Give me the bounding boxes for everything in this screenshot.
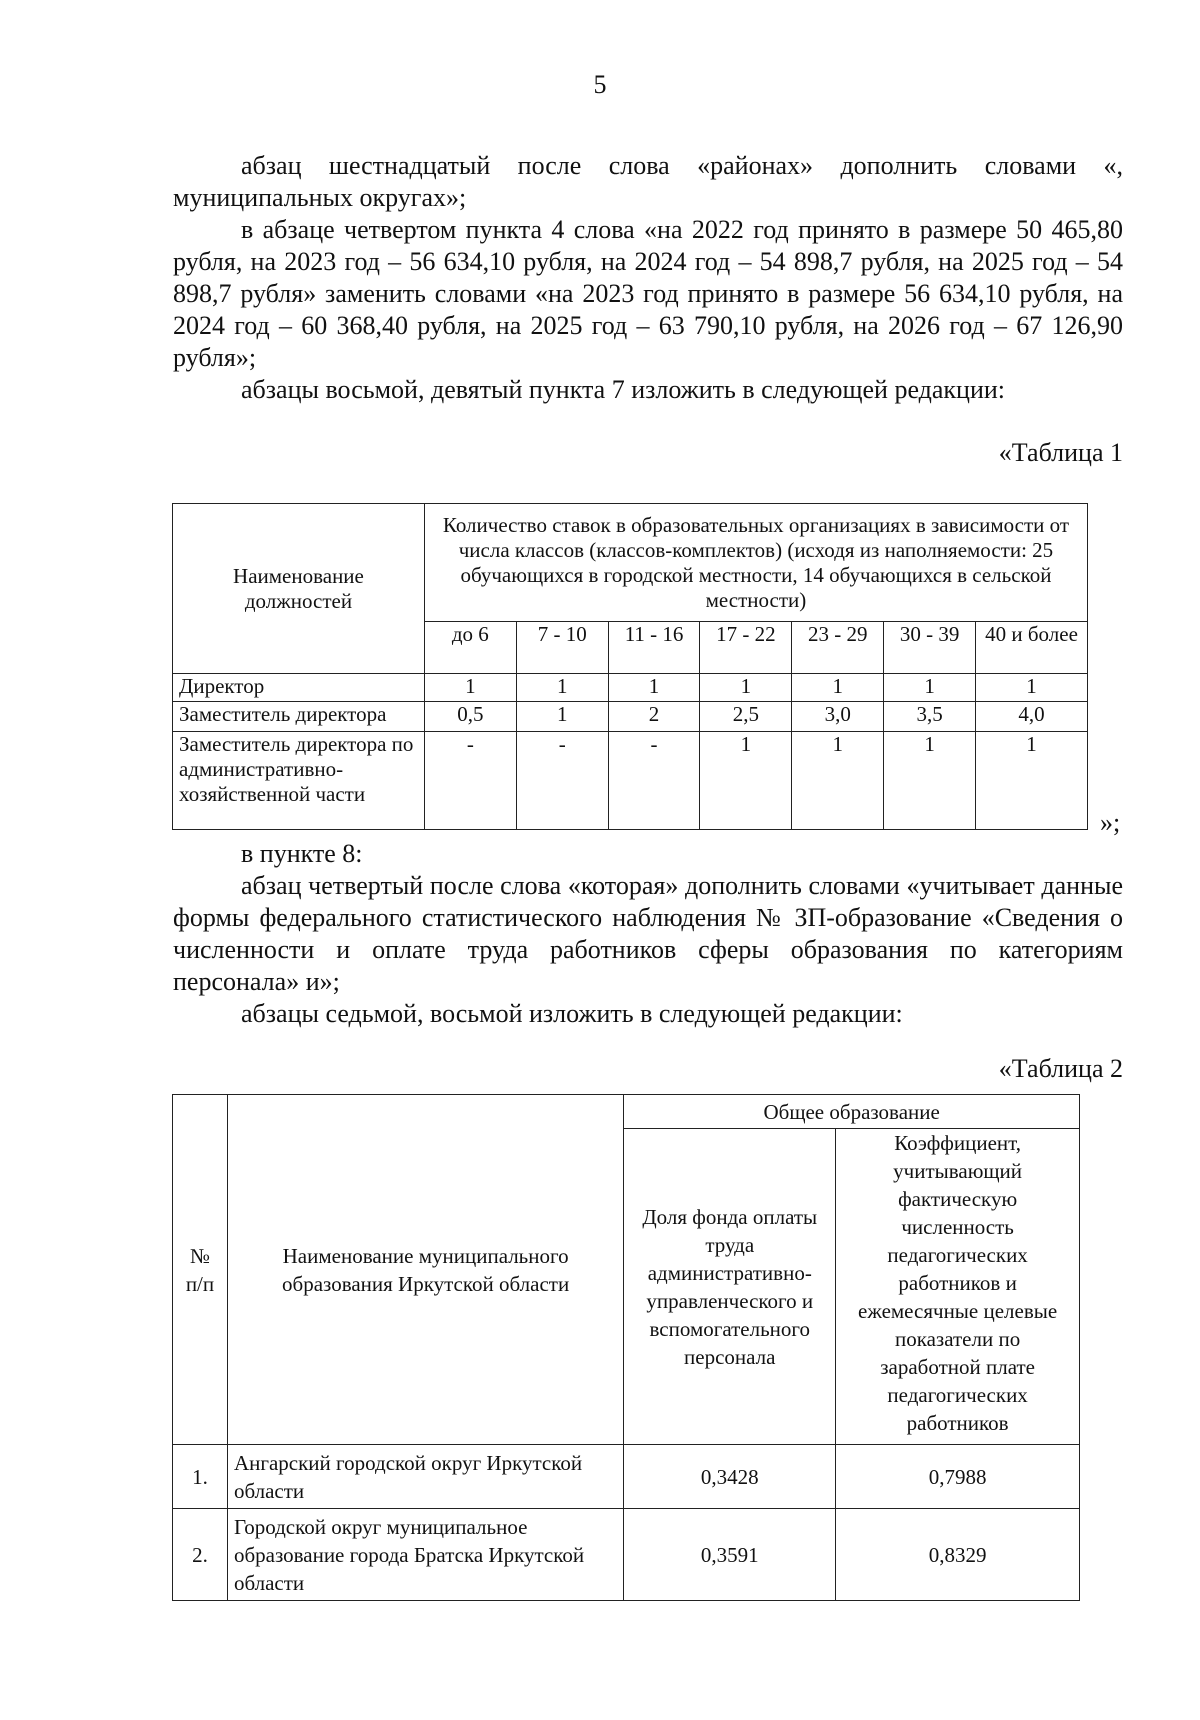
table-row	[173, 1509, 1080, 1601]
table2-row-name: Ангарский городской округ Иркутской области	[227, 1445, 623, 1509]
table1-cell: -	[516, 732, 608, 830]
table2-header-group: Общее образование	[624, 1095, 1080, 1129]
table1-cell: 1	[700, 732, 792, 830]
table2-row-num: 1.	[173, 1445, 228, 1509]
table1-cell: 4,0	[976, 702, 1088, 732]
table2-row-num: 2.	[173, 1509, 228, 1601]
table1-cell: 1	[976, 674, 1088, 702]
point8-paragraphs	[173, 838, 1123, 1030]
table1-col-header: 17 - 22	[700, 622, 792, 674]
table1-col-header: 30 - 39	[884, 622, 976, 674]
table1-col-header: 11 - 16	[608, 622, 700, 674]
table1-row-name: Заместитель директора по административно-хозяйственной части	[173, 732, 425, 830]
table1-cell: 1	[424, 674, 516, 702]
table1-cell: 1	[884, 674, 976, 702]
table-row	[173, 732, 1088, 830]
intro-paragraphs	[173, 150, 1123, 406]
paragraph-6: абзацы седьмой, восьмой изложить в следующей редакции:	[241, 999, 903, 1028]
table1-header-group: Количество ставок в образовательных организациях в зависимости от числа классов (классов-комплектов) (исходя из наполняемости: 25 обучающихся в городской местности, 14 обучающихся в сельской местности)	[424, 504, 1087, 622]
table2-cell: 0,7988	[836, 1445, 1080, 1509]
table1	[172, 503, 1088, 830]
table2-row-name: Городской округ муниципальное образование города Братска Иркутской области	[227, 1509, 623, 1601]
paragraph-4: в пункте 8:	[241, 839, 363, 868]
table1-cell: 3,0	[792, 702, 884, 732]
paragraph-3: абзацы восьмой, девятый пункта 7 изложить в следующей редакции:	[241, 375, 1006, 404]
table1-cell: -	[608, 732, 700, 830]
table2-cell: 0,3591	[624, 1509, 836, 1601]
table1-cell: 0,5	[424, 702, 516, 732]
table1-cell: 2	[608, 702, 700, 732]
table1-cell: 1	[976, 732, 1088, 830]
table1-cell: 3,5	[884, 702, 976, 732]
table1-cell: 2,5	[700, 702, 792, 732]
table-row	[173, 702, 1088, 732]
table2-header-name: Наименование муниципального образования Иркутской области	[227, 1095, 623, 1445]
table1-col-header: до 6	[424, 622, 516, 674]
table1-closing-quote: »;	[1100, 808, 1121, 837]
table1-cell: -	[424, 732, 516, 830]
table2	[172, 1094, 1080, 1601]
table2-header-num: № п/п	[173, 1095, 228, 1445]
table1-col-header: 23 - 29	[792, 622, 884, 674]
table1-cell: 1	[608, 674, 700, 702]
table-row	[173, 674, 1088, 702]
table1-cell: 1	[516, 674, 608, 702]
table1-col-header: 7 - 10	[516, 622, 608, 674]
paragraph-5: абзац четвертый после слова «которая» дополнить словами «учитывает данные формы федерального статистического наблюдения № ЗП-образование «Сведения о численности и оплате труда работников сферы образования по категориям персонала» и»;	[173, 871, 1123, 996]
table1-col-header: 40 и более	[976, 622, 1088, 674]
table1-cell: 1	[792, 732, 884, 830]
table2-cell: 0,3428	[624, 1445, 836, 1509]
table1-cell: 1	[884, 732, 976, 830]
table2-header-col1: Доля фонда оплаты труда административно-управленческого и вспомогательного персонала	[624, 1129, 836, 1445]
paragraph-2: в абзаце четвертом пункта 4 слова «на 2022 год принято в размере 50 465,80 рубля, на 2023 год – 56 634,10 рубля, на 2024 год – 54 898,7 рубля, на 2025 год – 54 898,7 рубля» заменить словами «на 2023 год принято в размере 56 634,10 рубля, на 2024 год – 60 368,40 рубля, на 2025 год – 63 790,10 рубля, на 2026 год – 67 126,90 рубля»;	[173, 215, 1123, 372]
table1-cell: 1	[516, 702, 608, 732]
table1-header-position: Наименование должностей	[173, 504, 425, 674]
table-row	[173, 1445, 1080, 1509]
table1-cell: 1	[792, 674, 884, 702]
table1-label: «Таблица 1	[998, 438, 1123, 467]
table1-cell: 1	[700, 674, 792, 702]
paragraph-1: абзац шестнадцатый после слова «районах» дополнить словами «, муниципальных округах»;	[173, 151, 1123, 212]
table2-label: «Таблица 2	[998, 1054, 1123, 1083]
page-number: 5	[593, 70, 607, 99]
table2-cell: 0,8329	[836, 1509, 1080, 1601]
table1-row-name: Заместитель директора	[173, 702, 425, 732]
table1-row-name: Директор	[173, 674, 425, 702]
table2-header-col2: Коэффициент, учитывающий фактическую численность педагогических работников и ежемесячные целевые показатели по заработной плате педагогических работников	[836, 1129, 1080, 1445]
